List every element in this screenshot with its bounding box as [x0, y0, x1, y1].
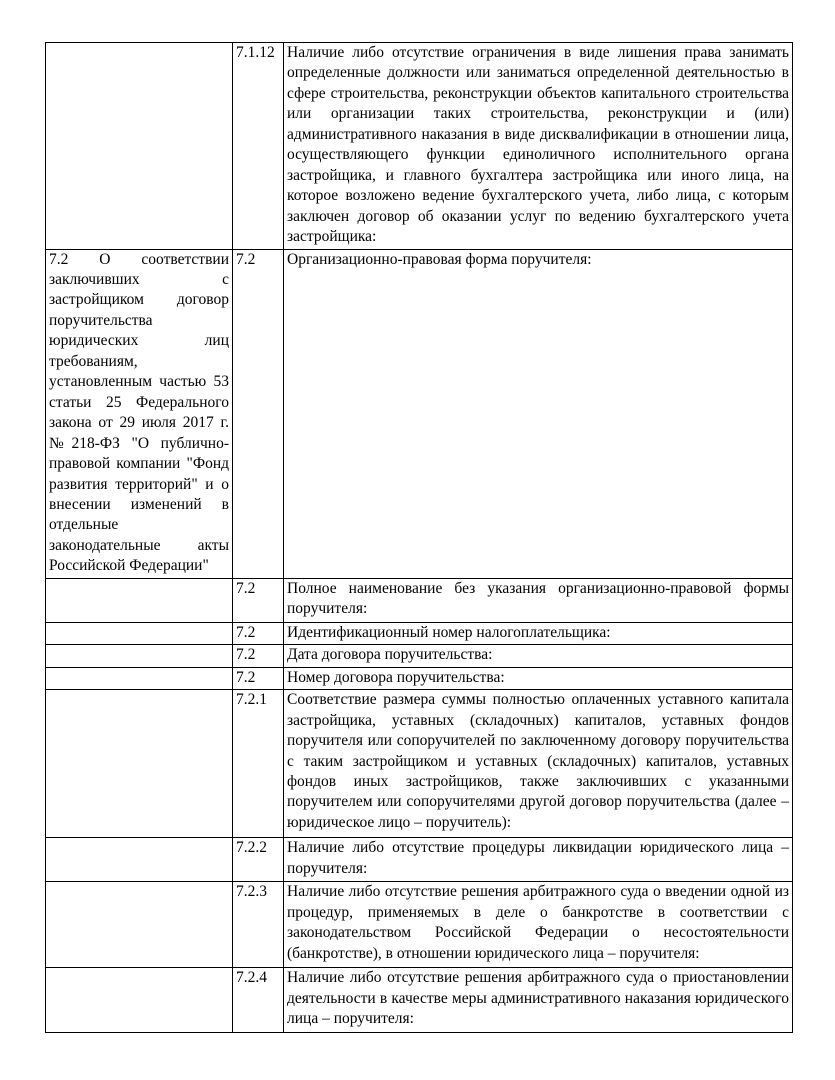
number-cell: 7.2	[233, 578, 284, 622]
section-cell	[46, 838, 233, 882]
declaration-table	[45, 42, 793, 1033]
section-cell	[46, 690, 233, 838]
table-row	[46, 690, 793, 838]
section-cell: 7.2 О соответствии заключивших с застройщиком договор поручительства юридических лиц требованиям, установленным частью 53 статьи 25 Федерального закона от 29 июля 2017 г. №218-ФЗ "О публично-правовой компании "Фонд развития территорий" и о внесении изменений в отдельные законодательные акты Российской Федерации"	[46, 249, 233, 578]
table-row	[46, 968, 793, 1033]
section-cell	[46, 667, 233, 689]
table-row	[46, 838, 793, 882]
number-cell: 7.2	[233, 645, 284, 667]
table-row	[46, 645, 793, 667]
table-row	[46, 882, 793, 968]
section-cell	[46, 43, 233, 250]
text-cell: Наличие либо отсутствие решения арбитражного суда о приостановлении деятельности в качестве меры административного наказания юридического лица – поручителя:	[284, 968, 793, 1033]
text-cell: Номер договора поручительства:	[284, 667, 793, 689]
text-cell: Полное наименование без указания организационно-правовой формы поручителя:	[284, 578, 793, 622]
section-cell	[46, 578, 233, 622]
table-row	[46, 578, 793, 622]
number-cell: 7.2.3	[233, 882, 284, 968]
number-cell: 7.2	[233, 667, 284, 689]
section-cell	[46, 622, 233, 644]
text-cell: Организационно-правовая форма поручителя:	[284, 249, 793, 578]
number-cell: 7.2	[233, 622, 284, 644]
number-cell: 7.2	[233, 249, 284, 578]
table-row	[46, 249, 793, 578]
table-row	[46, 622, 793, 644]
text-cell: Идентификационный номер налогоплательщика:	[284, 622, 793, 644]
section-cell	[46, 645, 233, 667]
section-cell	[46, 882, 233, 968]
section-cell	[46, 968, 233, 1033]
text-cell: Наличие либо отсутствие решения арбитражного суда о введении одной из процедур, применяемых в деле о банкротстве в соответствии с законодательством Российской Федерации о несостоятельности (банкротстве), в отношении юридического лица – поручителя:	[284, 882, 793, 968]
text-cell: Наличие либо отсутствие ограничения в виде лишения права занимать определенные должности или заниматься определенной деятельностью в сфере строительства, реконструкции объектов капитального строительства или организации таких строительства, реконструкции и (или) административного наказания в виде дисквалификации в отношении лица, осуществляющего функции единоличного исполнительного органа застройщика, и главного бухгалтера застройщика или иного лица, на которое возложено ведение бухгалтерского учета, либо лица, с которым заключен договор об оказании услуг по ведению бухгалтерского учета застройщика:	[284, 43, 793, 250]
number-cell: 7.2.4	[233, 968, 284, 1033]
number-cell: 7.1.12	[233, 43, 284, 250]
text-cell: Наличие либо отсутствие процедуры ликвидации юридического лица – поручителя:	[284, 838, 793, 882]
number-cell: 7.2.1	[233, 690, 284, 838]
table-row	[46, 667, 793, 689]
number-cell: 7.2.2	[233, 838, 284, 882]
text-cell: Дата договора поручительства:	[284, 645, 793, 667]
text-cell: Соответствие размера суммы полностью оплаченных уставного капитала застройщика, уставных (складочных) капиталов, уставных фондов поручителя или сопоручителей по заключенному договору поручительства с таким застройщиком и уставных (складочных) капиталов, уставных фондов иных застройщиков, также заключивших с указанными поручителем или сопоручителями другой договор поручительства (далее – юридическое лицо – поручитель):	[284, 690, 793, 838]
table-row	[46, 43, 793, 250]
